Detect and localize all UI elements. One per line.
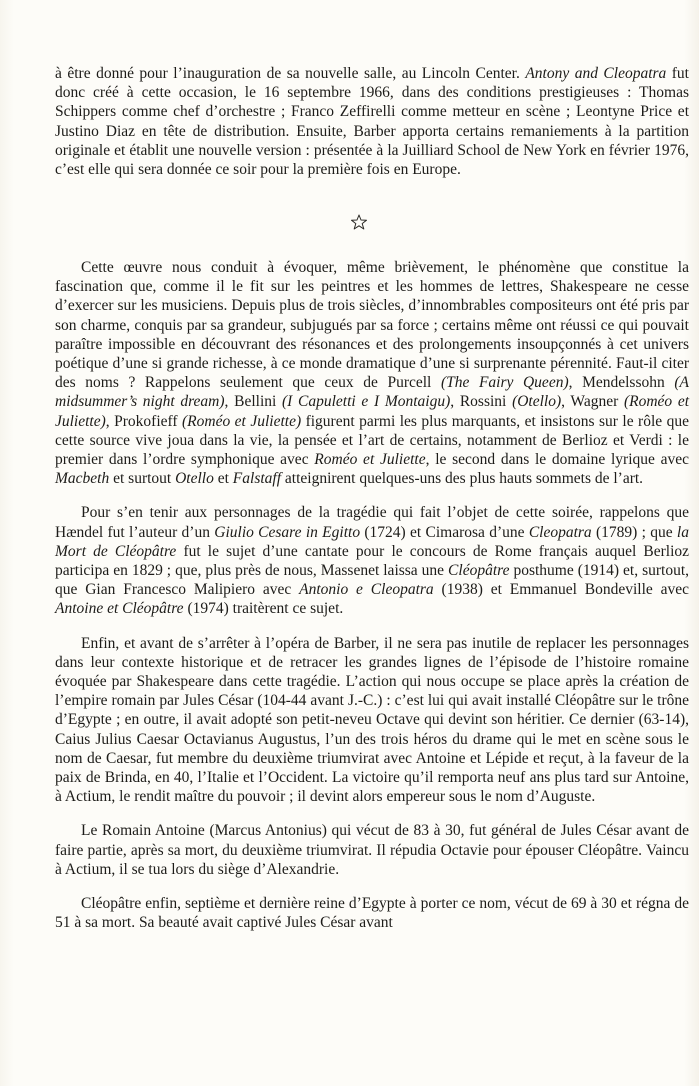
italic-title: Falstaff — [232, 470, 282, 488]
paragraph-cleopatre: Cléopâtre enfin, septième et dernière reine d’Egypte à porter ce nom, vécut de 69 à 30 et régna de 51 à sa mort. Sa beauté avait captivé Jules César avant — [55, 895, 689, 932]
paragraph-antoine: Le Romain Antoine (Marcus Antonius) qui vécut de 83 à 30, fut général de Jules César avant de faire partie, après sa mort, du deuxième triumvirat. Il répudia Octavie pour épouser Cléopâtre. Vaincu à Actium, il se tua lors du siège d’Alexandrie. — [55, 822, 689, 878]
italic-title: Antoine et Cléopâtre — [55, 600, 184, 618]
italic-title: Roméo et Juliette — [314, 451, 426, 469]
italic-title: (I Capuletti e I Montaigu) — [282, 393, 451, 411]
italic-title: Antony and Cleopatra — [525, 65, 667, 82]
main-section — [55, 258, 689, 933]
italic-title: (Roméo et Juliette) — [182, 412, 302, 430]
italic-title: Giulio Cesare in Egitto — [214, 523, 361, 541]
italic-title: Antonio e Cleopatra — [299, 581, 434, 599]
italic-title: (A midsummer’s night dream) — [55, 374, 689, 411]
italic-title: Macbeth — [55, 470, 110, 488]
italic-title: Cléopâtre — [448, 562, 510, 580]
intro-section — [55, 64, 689, 179]
italic-title: Cleopatra — [528, 523, 592, 541]
intro-paragraph: à être donné pour l’inauguration de sa nouvelle salle, au Lincoln Center. Antony and Cleopatra fut donc créé à cette occasion, le 16 septembre 1966, dans des conditions prestigieuses : Thomas Schippers comme chef d’orchestre ; Franco Zeffirelli comme metteur en scène ; Leontyne Price et Justino Diaz en tête de distribution. Ensuite, Barber apporta certains remaniements à la partition originale et établit une nouvelle version : présentée à la Juilliard School de New York en février 1976, c’est elle qui sera donnée ce soir pour la première fois en Europe. — [55, 65, 689, 179]
paragraph-shakespeare-musicians: Cette œuvre nous conduit à évoquer, même brièvement, le phénomène que constitue la fascination que, comme il le fit sur les peintres et les hommes de lettres, Shakespeare ne cesse d’exercer sur les musiciens. Depuis plus de trois siècles, d’innombrables compositeurs ont été pris par son charme, conquis par sa grandeur, subjugués par sa force ; certains même ont réussi ce qui pouvait paraître impossible en découvrant des résonances et des prolongements insoupçonnés à cet univers poétique d’une si grande richesse, à ce monde dramatique d’une si surprenante pérennité. Faut-il citer des noms ? Rappelons seulement que ceux de Purcell (The Fairy Queen), Mendelssohn (A midsummer’s night dream), Bellini (I Capuletti e I Montaigu), Rossini (Otello), Wagner (Roméo et Juliette), Prokofieff (Roméo et Juliette) figurent parmi les plus marquants, et insistons sur le rôle que cette source vive joua dans la vie, la pensée et l’art de certains, notamment de Berlioz et Verdi : le premier dans l’ordre symphonique avec Roméo et Juliette, le second dans le domaine lyrique avec Macbeth et surtout Otello et Falstaff atteignirent quelques-uns des plus hauts sommets de l’art. — [55, 259, 690, 488]
italic-title: la Mort de Cléopâtre — [55, 523, 689, 560]
paragraph-cleopatra-works: Pour s’en tenir aux personnages de la tragédie qui fait l’objet de cette soirée, rappelons que Hændel fut l’auteur d’un Giulio Cesare in Egitto (1724) et Cimarosa d’une Cleopatra (1789) ; que la Mort de Cléopâtre fut le sujet d’une cantate pour le concours de Rome français auquel Berlioz participa en 1829 ; que, plus près de nous, Massenet laissa une Cléopâtre posthume (1914) et, surtout, que Gian Francesco Malipiero avec Antonio e Cleopatra (1938) et Emmanuel Bondeville avec Antoine et Cléopâtre (1974) traitèrent ce sujet. — [55, 504, 690, 618]
italic-title: Otello — [175, 470, 214, 488]
italic-title: (Otello) — [512, 393, 562, 411]
star-ornament-icon — [351, 214, 367, 230]
italic-title: (The Fairy Queen) — [440, 374, 569, 392]
italic-title: (Roméo et Juliette) — [55, 393, 690, 430]
paragraph-historical-context: Enfin, et avant de s’arrêter à l’opéra de Barber, il ne sera pas inutile de replacer les personnages dans leur contexte historique et de retracer les grandes lignes de l’épisode de l’histoire romaine évoquée par Shakespeare dans cette tragédie. L’action qui nous occupe se place après la création de l’empire romain par Jules César (104-44 avant J.-C.) : c’est lui qui avait installé Cléopâtre sur le trône d’Egypte ; en outre, il avait adopté son petit-neveu Octave qui devint son héritier. Ce dernier (63-14), Caius Julius Caesar Octavianus Augustus, l’un des trois héros du drame qui le met en scène sous le nom de Caesar, fut membre du deuxième triumvirat avec Antoine et Lépide et reçut, à la faveur de la paix de Brinda, en 40, l’Italie et l’Occident. La victoire qu’il remporta neuf ans plus tard sur Antoine, à Actium, le rendit maître du pouvoir ; il devint alors empereur sous le nom d’Auguste. — [55, 634, 689, 806]
